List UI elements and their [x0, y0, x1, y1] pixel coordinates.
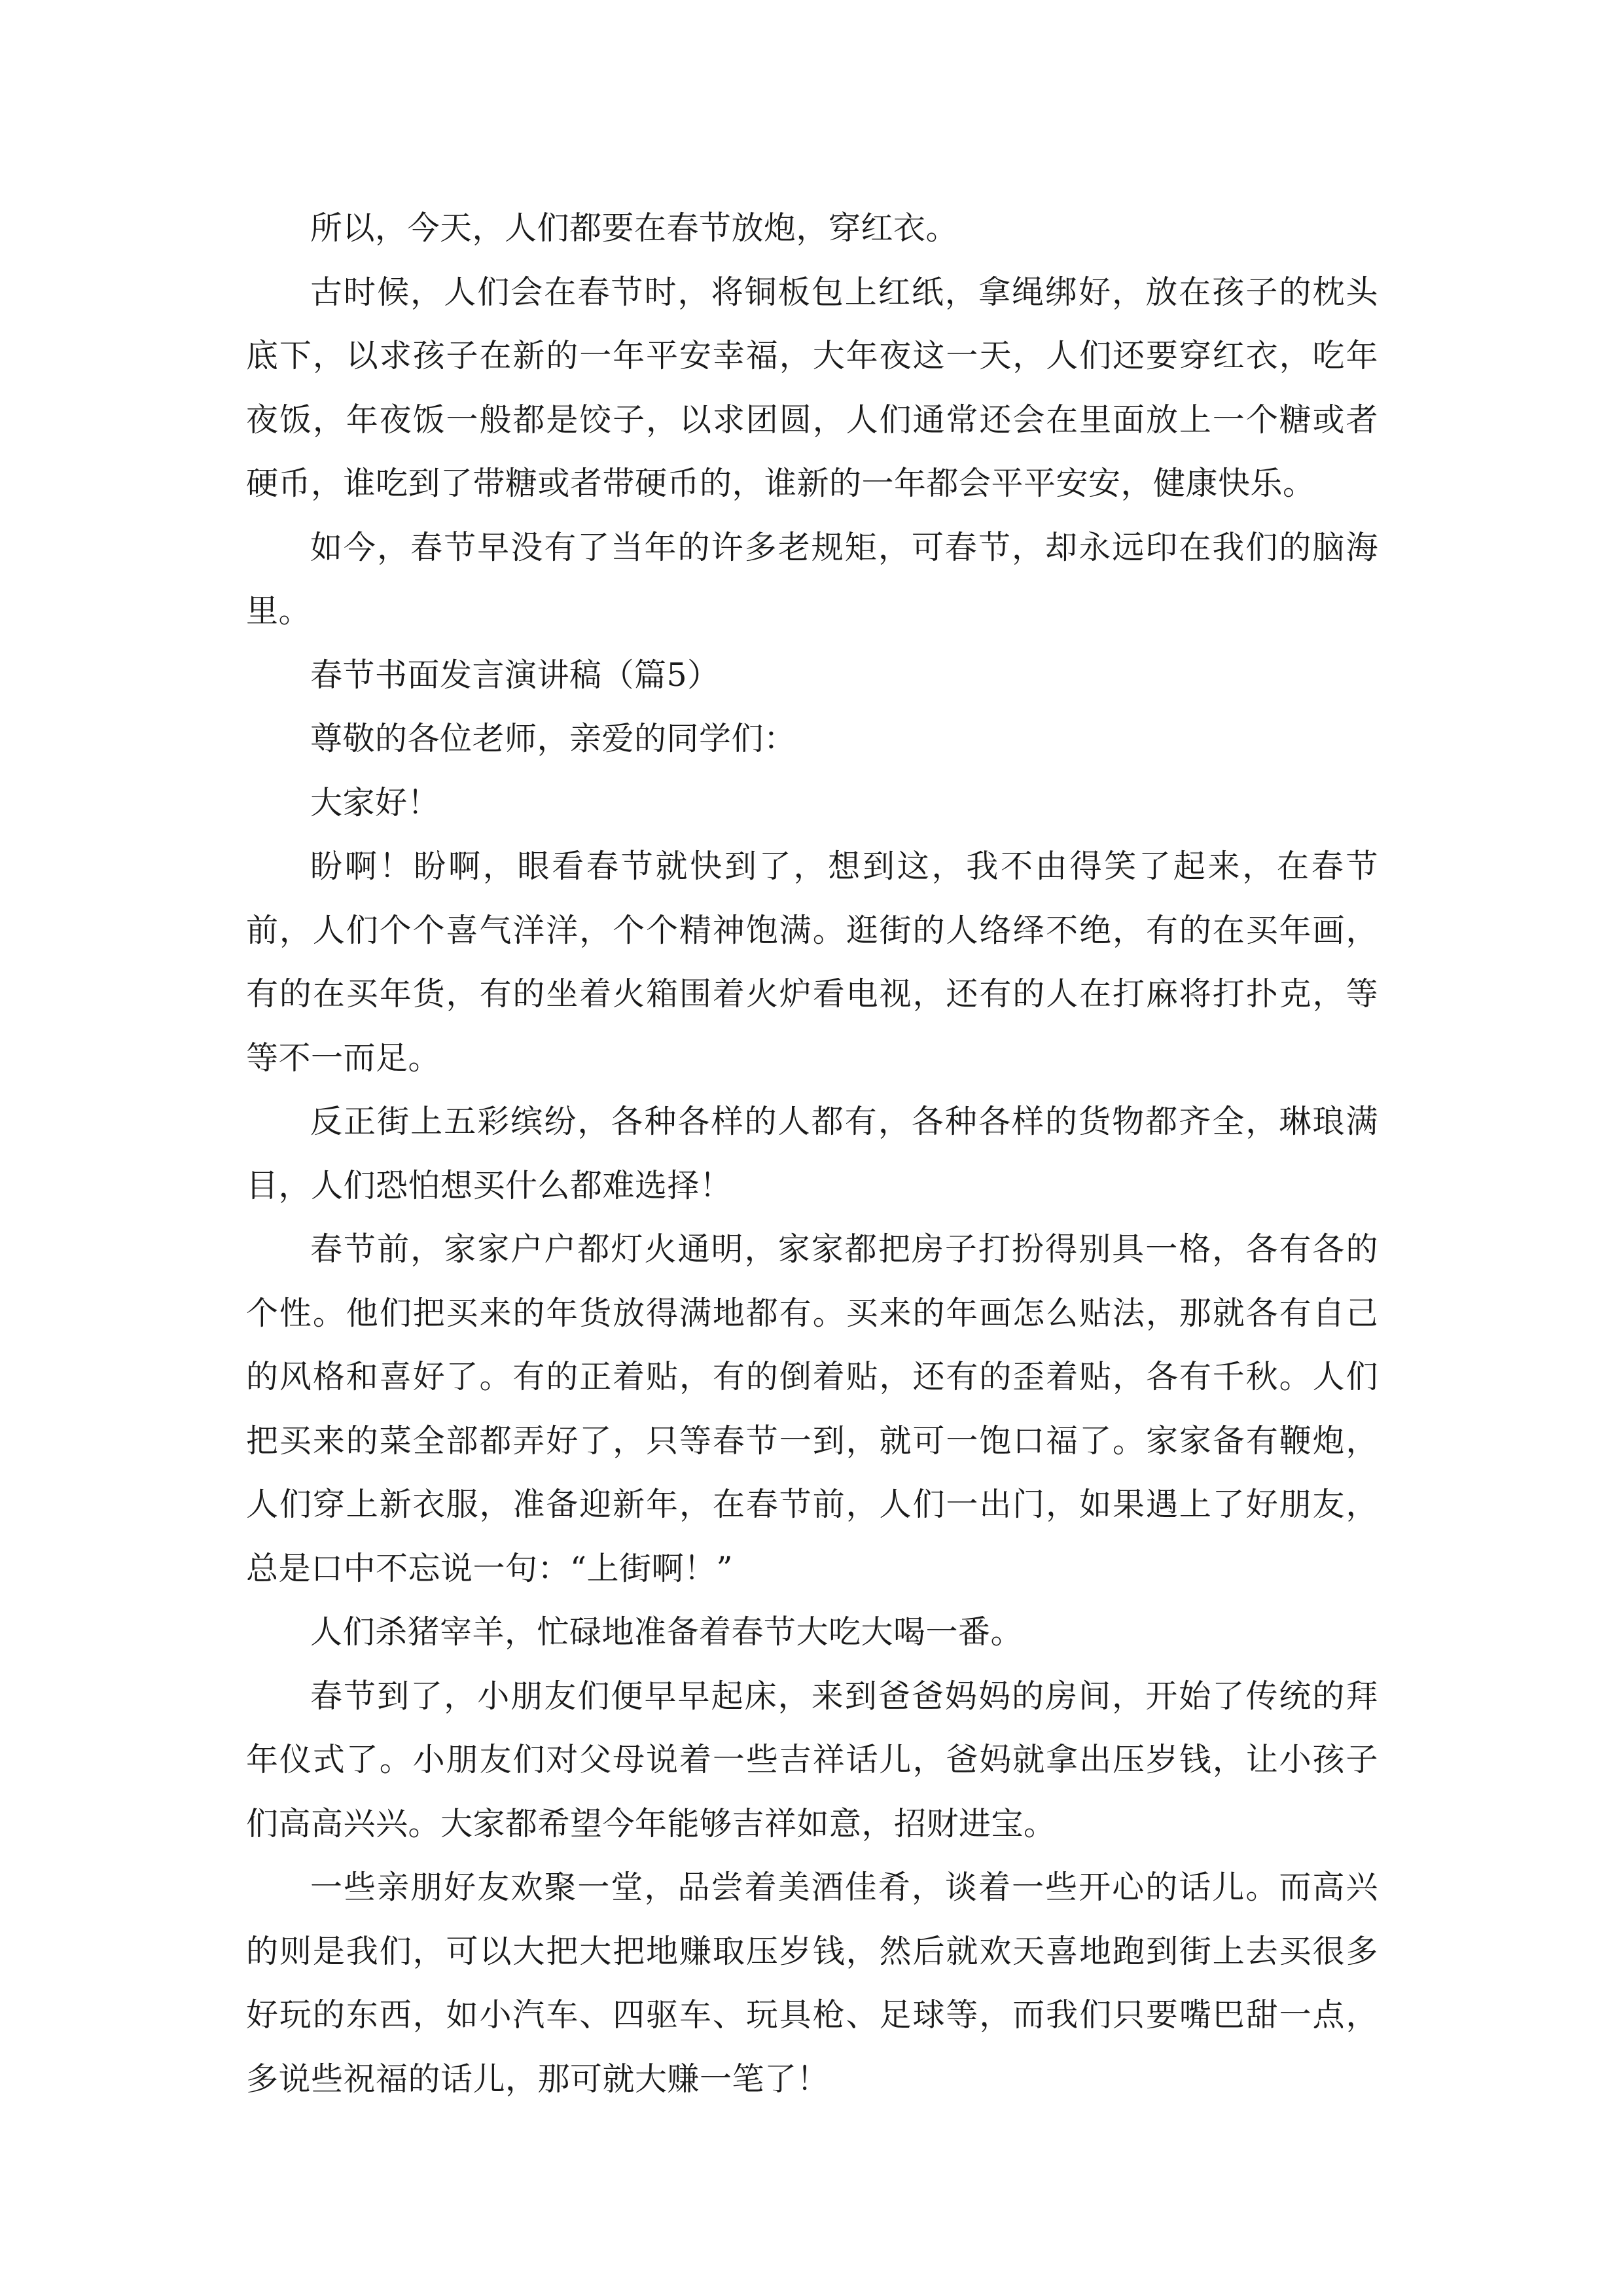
- paragraph-10: 人们杀猪宰羊，忙碌地准备着春节大吃大喝一番。: [310, 1613, 1024, 1651]
- section-heading: 春节书面发言演讲稿（篇5）: [310, 656, 720, 694]
- salutation: 尊敬的各位老师，亲爱的同学们：: [310, 720, 796, 757]
- paragraph-11: 春节到了，小朋友们便早早起床，来到爸爸妈妈的房间，开始了传统的拜年仪式了。小朋友们对父母说着一些吉祥话儿，爸妈就拿出压岁钱，让小孩子们高高兴兴。大家都希望今年能够吉祥如意，招财进宝。: [246, 1677, 1378, 1842]
- paragraph-7: 盼啊！盼啊，眼看春节就快到了，想到这，我不由得笑了起来，在春节前，人们个个喜气洋洋，个个精神饱满。逛街的人络绎不绝，有的在买年画，有的在买年货，有的坐着火箱围着火炉看电视，还有的人在打麻将打扑克，等等不一而足。: [246, 848, 1378, 1077]
- paragraph-2: 古时候，人们会在春节时，将铜板包上红纸，拿绳绑好，放在孩子的枕头底下，以求孩子在新的一年平安幸福，大年夜这一天，人们还要穿红衣，吃年夜饭，年夜饭一般都是饺子，以求团圆，人们通常还会在里面放上一个糖或者硬币，谁吃到了带糖或者带硬币的，谁新的一年都会平平安安，健康快乐。: [246, 273, 1378, 502]
- paragraph-12: 一些亲朋好友欢聚一堂，品尝着美酒佳肴，谈着一些开心的话儿。而高兴的则是我们，可以大把大把地赚取压岁钱，然后就欢天喜地跑到街上去买很多好玩的东西，如小汽车、四驱车、玩具枪、足球等，而我们只要嘴巴甜一点，多说些祝福的话儿，那可就大赚一笔了！: [246, 1869, 1378, 2098]
- paragraph-9: 春节前，家家户户都灯火通明，家家都把房子打扮得别具一格，各有各的个性。他们把买来的年货放得满地都有。买来的年画怎么贴法，那就各有自己的风格和喜好了。有的正着贴，有的倒着贴，还有的歪着贴，各有千秋。人们把买来的菜全部都弄好了，只等春节一到，就可一饱口福了。家家备有鞭炮，人们穿上新衣服，准备迎新年，在春节前，人们一出门，如果遇上了好朋友，总是口中不忘说一句：“上街啊！”: [246, 1230, 1378, 1587]
- paragraph-3: 如今，春节早没有了当年的许多老规矩，可春节，却永远印在我们的脑海里。: [246, 528, 1378, 630]
- paragraph-1: 所以，今天，人们都要在春节放炮，穿红衣。: [310, 209, 959, 247]
- paragraph-8: 反正街上五彩缤纷，各种各样的人都有，各种各样的货物都齐全，琳琅满目，人们恐怕想买什么都难选择！: [246, 1103, 1378, 1204]
- document-body: [246, 196, 1378, 2111]
- greeting: 大家好！: [310, 783, 440, 821]
